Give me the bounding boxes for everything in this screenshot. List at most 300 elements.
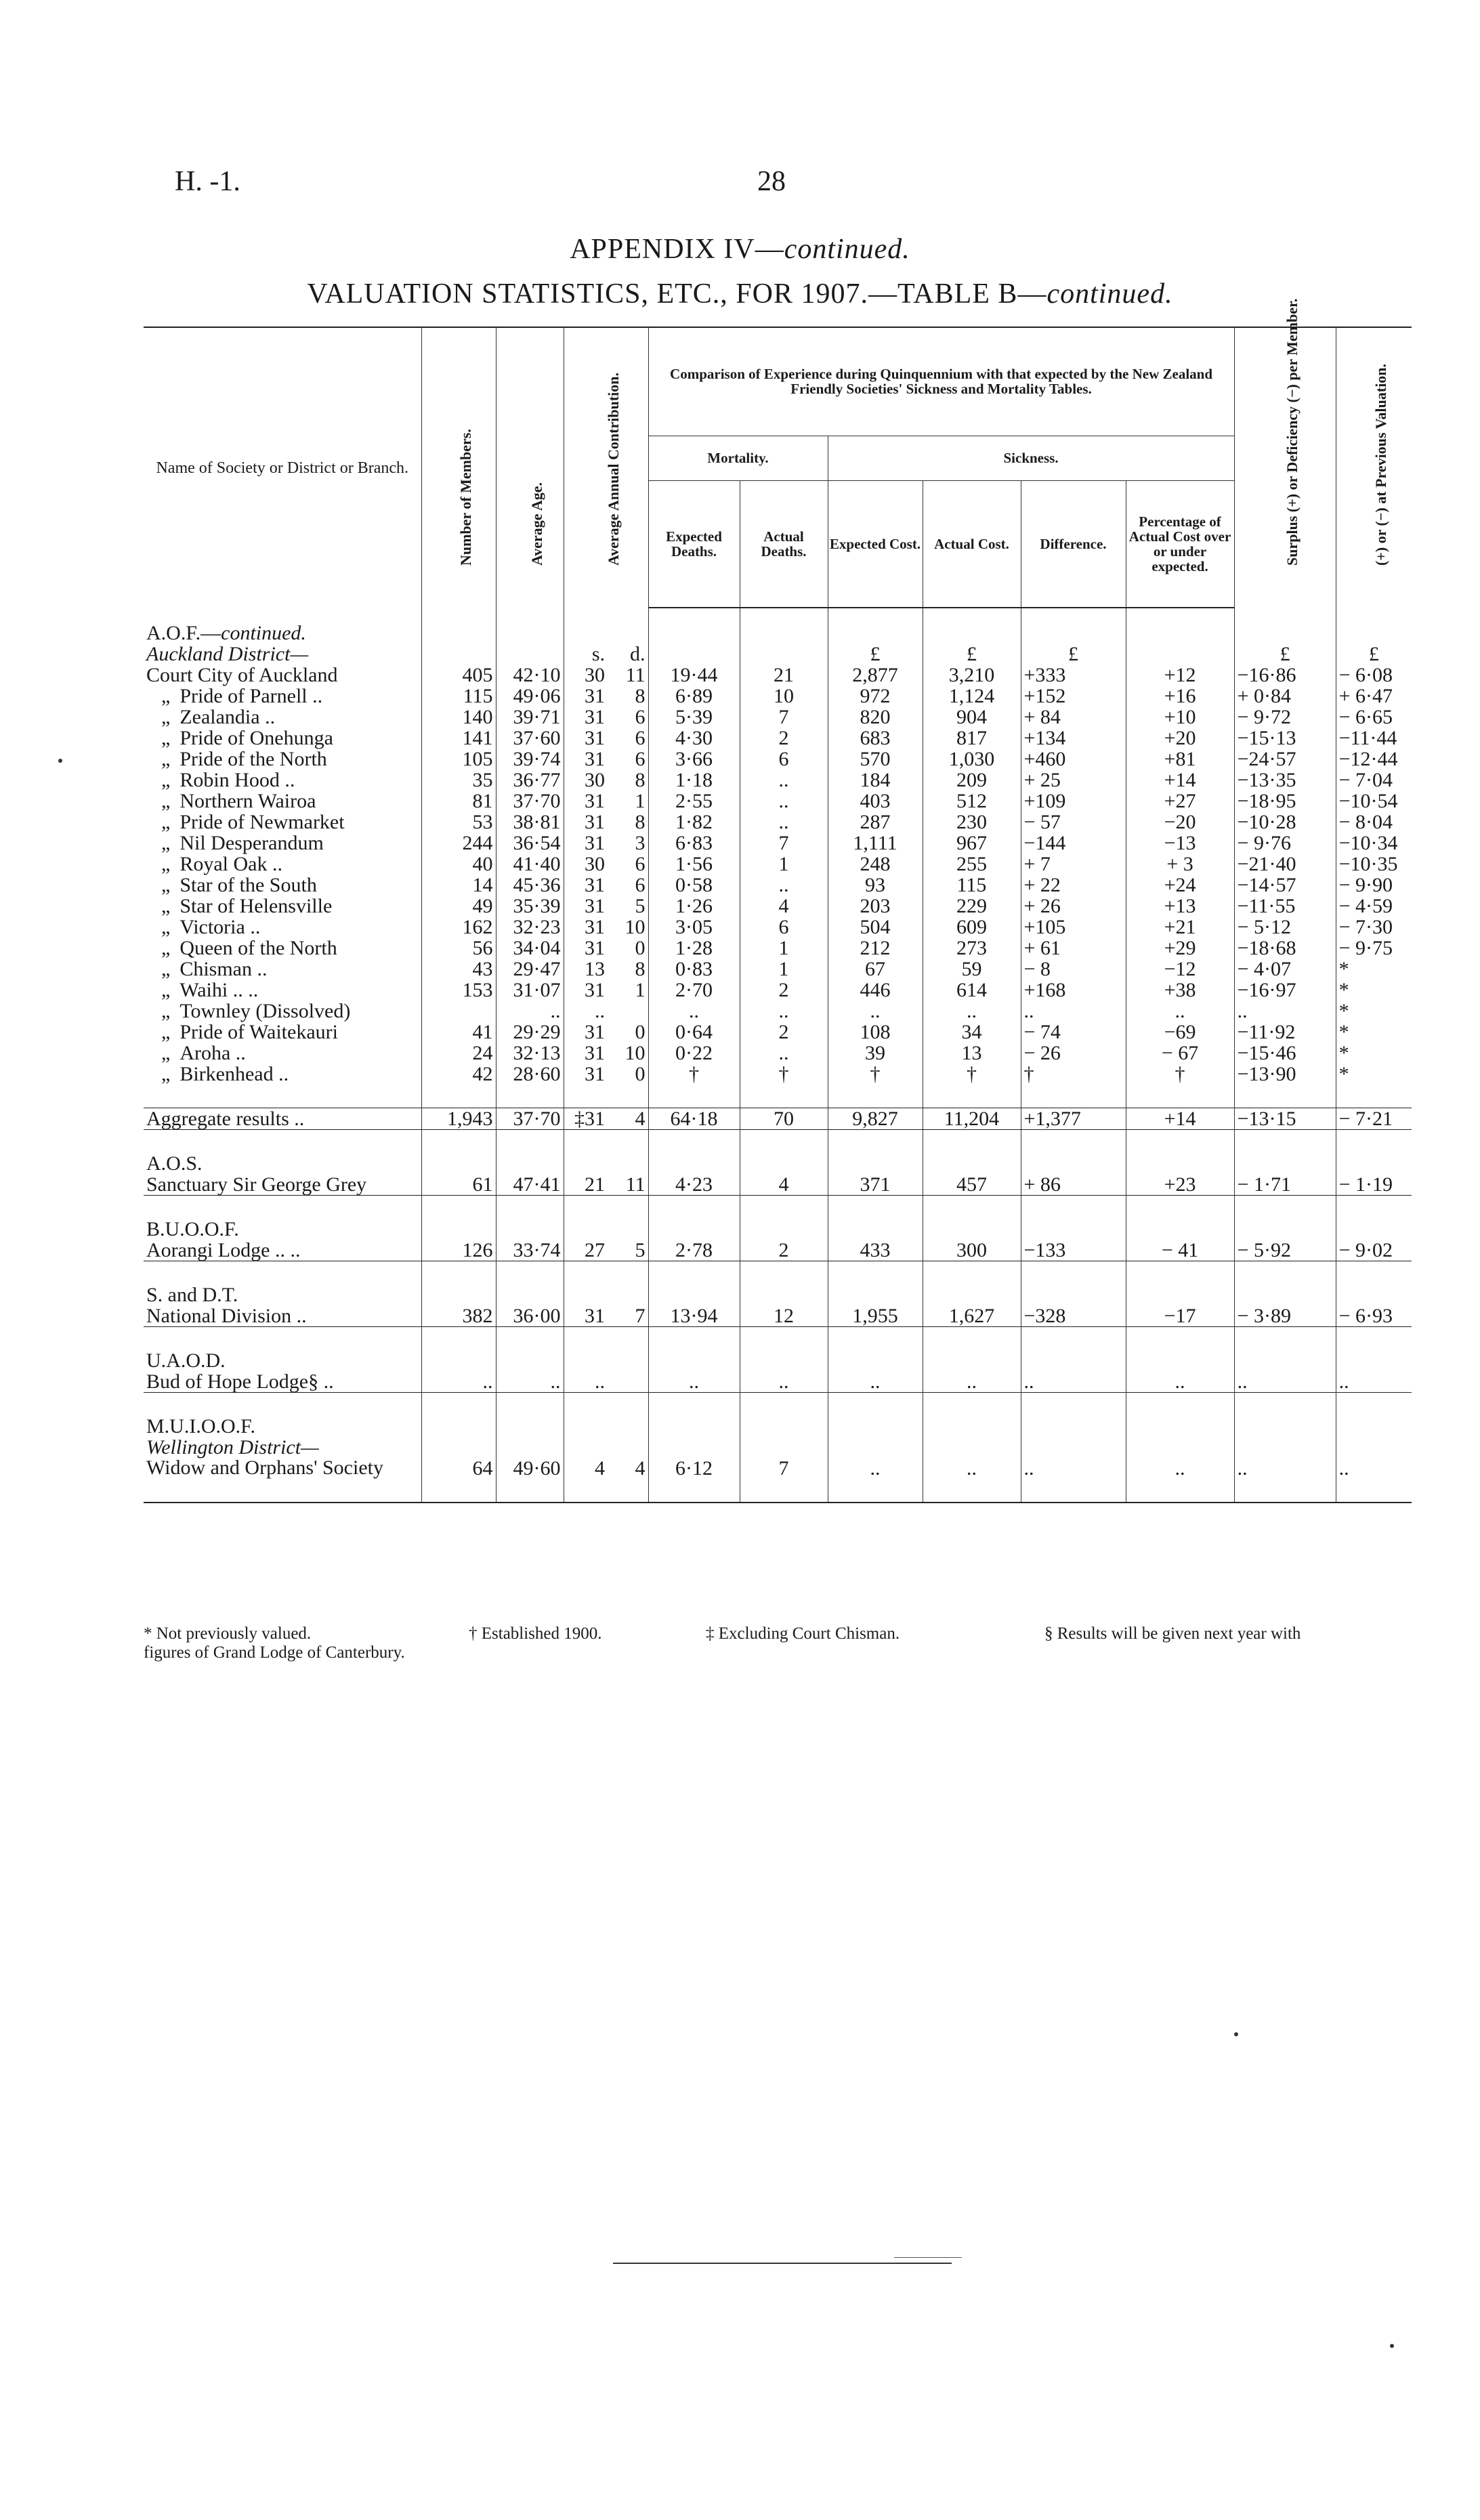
expected-deaths-cell: 2·70 bbox=[648, 980, 740, 1001]
members-cell: 24 bbox=[421, 1043, 496, 1064]
spacer-row-label bbox=[144, 1130, 421, 1154]
age-cell: 36·54 bbox=[496, 833, 564, 854]
page-number: 28 bbox=[757, 166, 786, 197]
difference-cell: + 22 bbox=[1021, 875, 1126, 896]
age-cell: 32·13 bbox=[496, 1043, 564, 1064]
spacer-row-label bbox=[144, 1196, 421, 1219]
previous-cell: − 1·19 bbox=[1336, 1174, 1412, 1196]
pence-cell: 6 bbox=[635, 748, 646, 770]
shillings-cell: 31 bbox=[564, 1064, 608, 1085]
expected-cost-cell: 820 bbox=[828, 707, 923, 728]
difference-cell: −144 bbox=[1021, 833, 1126, 854]
age-cell: 49·60 bbox=[496, 1458, 564, 1479]
pence-cell: 4 bbox=[608, 1108, 648, 1130]
actual-cost-cell: 229 bbox=[923, 896, 1021, 917]
difference-cell: .. bbox=[1021, 1371, 1126, 1393]
percentage-cell: − 67 bbox=[1126, 1043, 1234, 1064]
actual-cost-cell: 1,627 bbox=[923, 1305, 1021, 1327]
actual-deaths-cell: 1 bbox=[740, 938, 828, 959]
surplus-cell: + 0·84 bbox=[1234, 686, 1336, 707]
shillings-cell: 31 bbox=[564, 749, 608, 770]
previous-cell: * bbox=[1336, 1022, 1412, 1043]
surplus-cell: − 9·76 bbox=[1234, 833, 1336, 854]
society-name: „ Townley (Dissolved) bbox=[161, 1000, 351, 1022]
society-name: Bud of Hope Lodge§ .. bbox=[146, 1370, 334, 1393]
table-row bbox=[144, 896, 1412, 917]
expected-cost-cell: 504 bbox=[828, 917, 923, 938]
surplus-cell: −11·92 bbox=[1234, 1022, 1336, 1043]
previous-cell: * bbox=[1336, 980, 1412, 1001]
expected-deaths-cell: 0·22 bbox=[648, 1043, 740, 1064]
age-cell: 49·06 bbox=[496, 686, 564, 707]
society-name: Court City of Auckland bbox=[146, 664, 338, 686]
expected-cost-cell: 433 bbox=[828, 1240, 923, 1261]
previous-cell: * bbox=[1336, 959, 1412, 980]
society-name: „ Queen of the North bbox=[161, 937, 337, 959]
age-cell: 41·40 bbox=[496, 854, 564, 875]
pence-cell: 8 bbox=[635, 811, 646, 833]
pence-cell: 6 bbox=[635, 853, 646, 875]
members-cell: 141 bbox=[421, 728, 496, 749]
difference-cell: −328 bbox=[1021, 1305, 1126, 1327]
header-sickness: Sickness. bbox=[828, 436, 1234, 480]
section-uaod bbox=[144, 1350, 1412, 1371]
shillings-cell: 21 bbox=[564, 1174, 608, 1196]
actual-cost-cell: 273 bbox=[923, 938, 1021, 959]
age-cell: 31·07 bbox=[496, 980, 564, 1001]
aggregate-row bbox=[144, 1108, 1412, 1130]
shillings-cell: 31 bbox=[564, 875, 608, 896]
header-mortality: Mortality. bbox=[648, 436, 828, 480]
shillings-cell: 4 bbox=[564, 1458, 608, 1479]
actual-deaths-cell: † bbox=[740, 1064, 828, 1085]
shillings-cell: ‡31 bbox=[564, 1108, 608, 1130]
surplus-cell: −15·13 bbox=[1234, 728, 1336, 749]
expected-deaths-cell: 1·18 bbox=[648, 770, 740, 791]
actual-cost-cell: † bbox=[923, 1064, 1021, 1085]
actual-cost-cell: 209 bbox=[923, 770, 1021, 791]
age-cell: 29·47 bbox=[496, 959, 564, 980]
surplus-cell: −11·55 bbox=[1234, 896, 1336, 917]
shillings-cell: 13 bbox=[564, 959, 608, 980]
pence-cell: 6 bbox=[635, 706, 646, 728]
pence-cell: 1 bbox=[635, 790, 646, 812]
expected-cost-cell: 446 bbox=[828, 980, 923, 1001]
actual-cost-cell: 512 bbox=[923, 791, 1021, 812]
society-name: „ Waihi .. .. bbox=[161, 979, 259, 1001]
previous-cell: − 6·93 bbox=[1336, 1305, 1412, 1327]
age-cell: 37·60 bbox=[496, 728, 564, 749]
age-cell: 28·60 bbox=[496, 1064, 564, 1085]
expected-deaths-cell: 13·94 bbox=[648, 1305, 740, 1327]
expected-cost-cell: 203 bbox=[828, 896, 923, 917]
ditto-mark: „ bbox=[161, 1063, 171, 1085]
expected-cost-cell: 570 bbox=[828, 749, 923, 770]
actual-cost-cell: .. bbox=[923, 1458, 1021, 1479]
members-cell: 49 bbox=[421, 896, 496, 917]
footnote-section-cont: figures of Grand Lodge of Canterbury. bbox=[144, 1643, 405, 1662]
members-cell: 64 bbox=[421, 1458, 496, 1479]
previous-cell: −10·34 bbox=[1336, 833, 1412, 854]
spacer-row bbox=[144, 1196, 1412, 1219]
shillings-cell: 31 bbox=[564, 791, 608, 812]
difference-cell: +105 bbox=[1021, 917, 1126, 938]
spacer-row-label bbox=[144, 1479, 421, 1503]
expected-cost-cell: 683 bbox=[828, 728, 923, 749]
header-surplus: Surplus (+) or Deficiency (−) per Member. bbox=[1234, 327, 1336, 608]
actual-deaths-cell: 4 bbox=[740, 1174, 828, 1196]
surplus-cell: −13·15 bbox=[1234, 1108, 1336, 1130]
age-cell: 38·81 bbox=[496, 812, 564, 833]
expected-deaths-cell: 1·82 bbox=[648, 812, 740, 833]
shillings-cell: 31 bbox=[564, 1305, 608, 1327]
actual-cost-cell: 967 bbox=[923, 833, 1021, 854]
difference-cell: + 84 bbox=[1021, 707, 1126, 728]
section-buooo bbox=[144, 1219, 1412, 1240]
society-name: „ Star of Helensville bbox=[161, 895, 333, 917]
header-expected-deaths: Expected Deaths. bbox=[648, 480, 740, 608]
society-name: „ Pride of Newmarket bbox=[161, 811, 345, 833]
header-previous: (+) or (−) at Previous Valuation. bbox=[1336, 327, 1412, 608]
ditto-mark: „ bbox=[161, 916, 171, 938]
expected-cost-cell: 67 bbox=[828, 959, 923, 980]
expected-deaths-cell: 1·56 bbox=[648, 854, 740, 875]
members-cell: 162 bbox=[421, 917, 496, 938]
difference-cell: +109 bbox=[1021, 791, 1126, 812]
percentage-cell: −12 bbox=[1126, 959, 1234, 980]
actual-cost-cell: 34 bbox=[923, 1022, 1021, 1043]
previous-cell: −11·44 bbox=[1336, 728, 1412, 749]
percentage-cell: −17 bbox=[1126, 1305, 1234, 1327]
unit-pound: £ bbox=[1021, 644, 1126, 665]
society-name: „ Robin Hood .. bbox=[161, 769, 295, 791]
actual-cost-cell: .. bbox=[923, 1371, 1021, 1393]
table-row bbox=[144, 812, 1412, 833]
difference-cell: −133 bbox=[1021, 1240, 1126, 1261]
difference-cell: − 8 bbox=[1021, 959, 1126, 980]
percentage-cell: +10 bbox=[1126, 707, 1234, 728]
percentage-cell: +12 bbox=[1126, 665, 1234, 686]
previous-cell: + 6·47 bbox=[1336, 686, 1412, 707]
actual-cost-cell: 817 bbox=[923, 728, 1021, 749]
table-row bbox=[144, 854, 1412, 875]
pence-cell: 6 bbox=[635, 727, 646, 749]
society-name: „ Star of the South bbox=[161, 874, 317, 896]
expected-deaths-cell: 4·23 bbox=[648, 1174, 740, 1196]
age-cell: 36·77 bbox=[496, 770, 564, 791]
shillings-cell: 31 bbox=[564, 938, 608, 959]
spacer-row bbox=[144, 1085, 1412, 1108]
previous-cell: − 7·30 bbox=[1336, 917, 1412, 938]
shillings-cell: 31 bbox=[564, 728, 608, 749]
surplus-cell: −15·46 bbox=[1234, 1043, 1336, 1064]
members-cell: 41 bbox=[421, 1022, 496, 1043]
pence-cell: 3 bbox=[635, 832, 646, 854]
surplus-cell: − 5·92 bbox=[1234, 1240, 1336, 1261]
age-cell: 37·70 bbox=[496, 1108, 564, 1130]
section-auckland: Auckland District— s. d. £ £ £ £ £ bbox=[144, 644, 1412, 665]
actual-cost-cell: 904 bbox=[923, 707, 1021, 728]
society-name: „ Pride of Onehunga bbox=[161, 727, 333, 749]
surplus-cell: −13·90 bbox=[1234, 1064, 1336, 1085]
header-actual-deaths: Actual Deaths. bbox=[740, 480, 828, 608]
header-name: Name of Society or District or Branch. bbox=[144, 327, 421, 608]
spacer-row bbox=[144, 1261, 1412, 1285]
actual-deaths-cell: 7 bbox=[740, 1458, 828, 1479]
members-cell: 35 bbox=[421, 770, 496, 791]
actual-cost-cell: 300 bbox=[923, 1240, 1021, 1261]
difference-cell: .. bbox=[1021, 1001, 1126, 1022]
members-cell: 115 bbox=[421, 686, 496, 707]
actual-cost-cell: 1,030 bbox=[923, 749, 1021, 770]
difference-cell: − 74 bbox=[1021, 1022, 1126, 1043]
previous-cell: − 9·75 bbox=[1336, 938, 1412, 959]
previous-cell: * bbox=[1336, 1064, 1412, 1085]
previous-cell: − 4·59 bbox=[1336, 896, 1412, 917]
percentage-cell: +13 bbox=[1126, 896, 1234, 917]
actual-deaths-cell: 2 bbox=[740, 1022, 828, 1043]
pence-cell: 1 bbox=[635, 979, 646, 1001]
difference-cell: + 26 bbox=[1021, 896, 1126, 917]
expected-deaths-cell: 2·78 bbox=[648, 1240, 740, 1261]
spacer-row bbox=[144, 1327, 1412, 1351]
pence-cell: 8 bbox=[635, 958, 646, 980]
percentage-cell: −69 bbox=[1126, 1022, 1234, 1043]
surplus-cell: .. bbox=[1234, 1458, 1336, 1479]
age-cell: 34·04 bbox=[496, 938, 564, 959]
ditto-mark: „ bbox=[161, 685, 171, 707]
age-cell: 39·71 bbox=[496, 707, 564, 728]
percentage-cell: +14 bbox=[1126, 770, 1234, 791]
ditto-mark: „ bbox=[161, 811, 171, 833]
header-percentage: Percentage of Actual Cost over or under expected. bbox=[1126, 480, 1234, 608]
surplus-cell: −16·97 bbox=[1234, 980, 1336, 1001]
pence-cell: 10 bbox=[625, 916, 646, 938]
members-cell: 14 bbox=[421, 875, 496, 896]
actual-deaths-cell: 2 bbox=[740, 980, 828, 1001]
surplus-cell: −10·28 bbox=[1234, 812, 1336, 833]
section-aos-label: A.O.S. bbox=[146, 1152, 203, 1175]
ditto-mark: „ bbox=[161, 958, 171, 980]
society-name: „ Northern Wairoa bbox=[161, 790, 316, 812]
ditto-mark: „ bbox=[161, 979, 171, 1001]
shillings-cell: 31 bbox=[564, 812, 608, 833]
society-name: „ Royal Oak .. bbox=[161, 853, 282, 875]
table-row bbox=[144, 1174, 1412, 1196]
ditto-mark: „ bbox=[161, 895, 171, 917]
expected-deaths-cell: 1·26 bbox=[648, 896, 740, 917]
table-row bbox=[144, 1043, 1412, 1064]
percentage-cell: .. bbox=[1126, 1371, 1234, 1393]
pence-cell: 0 bbox=[635, 937, 646, 959]
expected-deaths-cell: 5·39 bbox=[648, 707, 740, 728]
header-expected-cost: Expected Cost. bbox=[828, 480, 923, 608]
spacer-row-label bbox=[144, 1261, 421, 1285]
pence-cell: 7 bbox=[635, 1305, 646, 1327]
section-muioof-label: M.U.I.O.O.F. bbox=[146, 1415, 255, 1437]
table-row bbox=[144, 980, 1412, 1001]
age-cell: 29·29 bbox=[496, 1022, 564, 1043]
expected-deaths-cell: 2·55 bbox=[648, 791, 740, 812]
society-name: National Division .. bbox=[146, 1305, 307, 1327]
speck bbox=[58, 759, 62, 763]
actual-deaths-cell: 7 bbox=[740, 707, 828, 728]
pence-cell: 8 bbox=[635, 685, 646, 707]
actual-deaths-cell: .. bbox=[740, 812, 828, 833]
actual-deaths-cell: 1 bbox=[740, 959, 828, 980]
header-comparison: Comparison of Experience during Quinquennium with that expected by the New Zealand Friendly Societies' Sickness and Mortality Tables. bbox=[648, 327, 1234, 436]
surplus-cell: − 9·72 bbox=[1234, 707, 1336, 728]
percentage-cell: +81 bbox=[1126, 749, 1234, 770]
society-name: „ Birkenhead .. bbox=[161, 1063, 289, 1085]
age-cell: .. bbox=[496, 1001, 564, 1022]
expected-deaths-cell: 19·44 bbox=[648, 665, 740, 686]
table-row bbox=[144, 959, 1412, 980]
expected-cost-cell: 184 bbox=[828, 770, 923, 791]
table-row bbox=[144, 1022, 1412, 1043]
closing-rule bbox=[613, 2263, 952, 2264]
society-name: Sanctuary Sir George Grey bbox=[146, 1173, 367, 1196]
header-members: Number of Members. bbox=[421, 327, 496, 608]
society-name: Aorangi Lodge .. .. bbox=[146, 1239, 301, 1261]
previous-cell: − 9·90 bbox=[1336, 875, 1412, 896]
age-cell: 45·36 bbox=[496, 875, 564, 896]
ditto-mark: „ bbox=[161, 1042, 171, 1064]
difference-cell: +460 bbox=[1021, 749, 1126, 770]
unit-pound: £ bbox=[923, 644, 1021, 665]
members-cell bbox=[421, 1001, 496, 1022]
header-actual-cost: Actual Cost. bbox=[923, 480, 1021, 608]
surplus-cell: −16·86 bbox=[1234, 665, 1336, 686]
members-cell: 40 bbox=[421, 854, 496, 875]
shillings-cell: .. bbox=[564, 1371, 608, 1393]
actual-cost-cell: 255 bbox=[923, 854, 1021, 875]
percentage-cell: +24 bbox=[1126, 875, 1234, 896]
shillings-cell: 31 bbox=[564, 896, 608, 917]
pence-cell: 10 bbox=[625, 1042, 646, 1064]
table-row bbox=[144, 1064, 1412, 1085]
previous-cell: − 7·21 bbox=[1336, 1108, 1412, 1130]
previous-cell: .. bbox=[1336, 1458, 1412, 1479]
society-name: „ Pride of the North bbox=[161, 748, 327, 770]
actual-deaths-cell: .. bbox=[740, 770, 828, 791]
ditto-mark: „ bbox=[161, 1021, 171, 1043]
expected-cost-cell: 287 bbox=[828, 812, 923, 833]
actual-cost-cell: 230 bbox=[923, 812, 1021, 833]
expected-deaths-cell: .. bbox=[648, 1371, 740, 1393]
table-row bbox=[144, 1001, 1412, 1022]
ditto-mark: „ bbox=[161, 706, 171, 728]
header-contribution: Average Annual Contribution. bbox=[564, 327, 648, 608]
spacer-row bbox=[144, 1393, 1412, 1416]
section-buooo-label: B.U.O.O.F. bbox=[146, 1218, 239, 1240]
percentage-cell: +20 bbox=[1126, 728, 1234, 749]
actual-cost-cell: 13 bbox=[923, 1043, 1021, 1064]
difference-cell: +1,377 bbox=[1021, 1108, 1126, 1130]
table-row bbox=[144, 1371, 1412, 1393]
percentage-cell: − 41 bbox=[1126, 1240, 1234, 1261]
footnote-section: § Results will be given next year with bbox=[1044, 1624, 1301, 1643]
difference-cell: +134 bbox=[1021, 728, 1126, 749]
expected-deaths-cell: 3·66 bbox=[648, 749, 740, 770]
table-row bbox=[144, 749, 1412, 770]
section-aos bbox=[144, 1153, 1412, 1174]
previous-cell: −12·44 bbox=[1336, 749, 1412, 770]
members-cell: 61 bbox=[421, 1174, 496, 1196]
aggregate-label: Aggregate results .. bbox=[144, 1108, 421, 1130]
age-cell: 42·10 bbox=[496, 665, 564, 686]
previous-cell: * bbox=[1336, 1001, 1412, 1022]
expected-cost-cell: .. bbox=[828, 1458, 923, 1479]
expected-deaths-cell: 4·30 bbox=[648, 728, 740, 749]
previous-cell: .. bbox=[1336, 1371, 1412, 1393]
shillings-cell: 31 bbox=[564, 707, 608, 728]
section-sdt-label: S. and D.T. bbox=[146, 1284, 238, 1306]
age-cell: 36·00 bbox=[496, 1305, 564, 1327]
closing-rule-short bbox=[894, 2257, 962, 2258]
age-cell: 47·41 bbox=[496, 1174, 564, 1196]
pence-cell: 0 bbox=[635, 1063, 646, 1085]
page-reference: H. -1. bbox=[175, 166, 240, 197]
surplus-cell: − 4·07 bbox=[1234, 959, 1336, 980]
speck bbox=[1390, 2344, 1394, 2348]
society-name: „ Zealandia .. bbox=[161, 706, 276, 728]
expected-deaths-cell: 0·64 bbox=[648, 1022, 740, 1043]
actual-deaths-cell: .. bbox=[740, 791, 828, 812]
expected-cost-cell: 108 bbox=[828, 1022, 923, 1043]
section-aof: A.O.F.—continued. bbox=[144, 623, 1412, 644]
table-row bbox=[144, 938, 1412, 959]
expected-cost-cell: 248 bbox=[828, 854, 923, 875]
society-name: „ Pride of Parnell .. bbox=[161, 685, 323, 707]
pence-cell: 8 bbox=[635, 769, 646, 791]
table-row bbox=[144, 707, 1412, 728]
actual-deaths-cell: 6 bbox=[740, 917, 828, 938]
expected-cost-cell: 972 bbox=[828, 686, 923, 707]
previous-cell: − 7·04 bbox=[1336, 770, 1412, 791]
actual-deaths-cell: 2 bbox=[740, 728, 828, 749]
expected-deaths-cell: 6·89 bbox=[648, 686, 740, 707]
difference-cell: +333 bbox=[1021, 665, 1126, 686]
society-name: „ Chisman .. bbox=[161, 958, 268, 980]
percentage-cell: −20 bbox=[1126, 812, 1234, 833]
pence-cell: 6 bbox=[635, 874, 646, 896]
shillings-cell: 31 bbox=[564, 980, 608, 1001]
actual-cost-cell: 115 bbox=[923, 875, 1021, 896]
difference-cell: +168 bbox=[1021, 980, 1126, 1001]
unit-d: d. bbox=[630, 643, 646, 665]
surplus-cell: −18·95 bbox=[1234, 791, 1336, 812]
members-cell: 126 bbox=[421, 1240, 496, 1261]
difference-cell: − 26 bbox=[1021, 1043, 1126, 1064]
percentage-cell: +27 bbox=[1126, 791, 1234, 812]
actual-deaths-cell: .. bbox=[740, 1001, 828, 1022]
unit-pound: £ bbox=[828, 644, 923, 665]
surplus-cell: − 5·12 bbox=[1234, 917, 1336, 938]
valuation-table bbox=[144, 298, 1412, 1503]
pence-cell: 4 bbox=[635, 1457, 646, 1479]
members-cell: 244 bbox=[421, 833, 496, 854]
ditto-mark: „ bbox=[161, 1000, 171, 1022]
surplus-cell: −14·57 bbox=[1234, 875, 1336, 896]
actual-deaths-cell: 6 bbox=[740, 749, 828, 770]
actual-cost-cell: 11,204 bbox=[923, 1108, 1021, 1130]
section-sdt bbox=[144, 1284, 1412, 1305]
section-muioof bbox=[144, 1416, 1412, 1437]
pence-cell: 0 bbox=[635, 1021, 646, 1043]
unit-pound: £ bbox=[1336, 644, 1412, 665]
shillings-cell: 30 bbox=[564, 665, 608, 686]
